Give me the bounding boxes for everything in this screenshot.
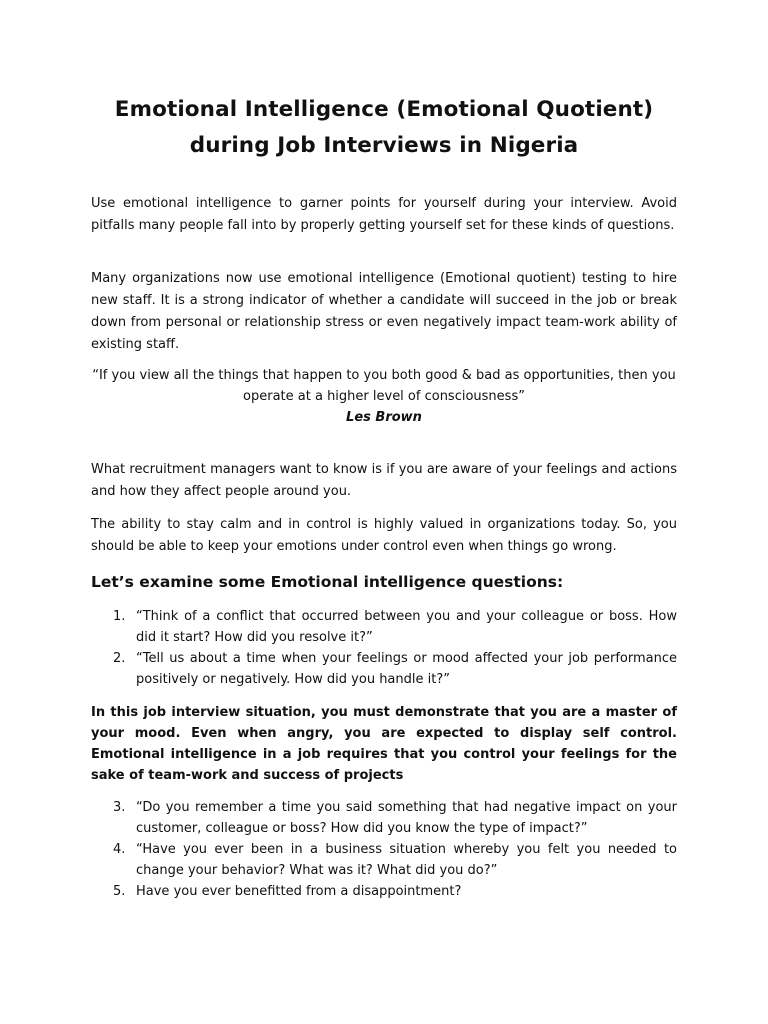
list-item (91, 881, 677, 902)
organizations-paragraph: Many organizations now use emotional intelligence (Emotional quotient) testing to hire new staff. It is a strong indicator of whether a candidate will succeed in the job or break down from personal or relationship stress or even negatively impact team-work ability of existing staff. (91, 271, 677, 352)
list-item (91, 839, 677, 881)
bold-paragraph: In this job interview situation, you must demonstrate that you are a master of your mood. Even when angry, you are expected to display self control. Emotional intelligence in a job requires that you control your feelings for the sake of team-work and success of projects (91, 705, 677, 783)
question-text: “Have you ever been in a business situation whereby you felt you needed to change your behavior? What was it? What did you do?” (136, 842, 677, 878)
questions-list-2 (91, 797, 677, 902)
question-text: “Think of a conflict that occurred between you and your colleague or boss. How did it start? How did you resolve it?” (136, 609, 677, 645)
list-number: 5. (113, 884, 126, 899)
page-title (80, 92, 688, 164)
list-number: 2. (113, 651, 126, 666)
list-number: 4. (113, 842, 126, 857)
list-item (91, 797, 677, 839)
list-number: 3. (113, 800, 126, 815)
quote-author: Les Brown (346, 410, 422, 425)
questions-list-1 (91, 606, 677, 690)
list-item (91, 648, 677, 690)
question-text: Have you ever benefitted from a disappointment? (136, 884, 462, 899)
title-line-1: Emotional Intelligence (Emotional Quotient) (114, 97, 654, 122)
question-text: “Do you remember a time you said something that had negative impact on your customer, colleague or boss? How did you know the type of impact?” (136, 800, 677, 836)
list-item (91, 606, 677, 648)
title-line-2: during Job Interviews in Nigeria (189, 133, 579, 158)
quote-text: “If you view all the things that happen to you both good & bad as opportunities, then you operate at a higher level of consciousness” (92, 368, 676, 404)
calm-paragraph: The ability to stay calm and in control is highly valued in organizations today. So, you should be able to keep your emotions under control even when things go wrong. (91, 517, 677, 554)
recruitment-paragraph: What recruitment managers want to know is if you are aware of your feelings and actions and how they affect people around you. (91, 462, 677, 499)
list-number: 1. (113, 609, 126, 624)
section-heading: Let’s examine some Emotional intelligence questions: (91, 573, 564, 591)
question-text: “Tell us about a time when your feelings or mood affected your job performance positively or negatively. How did you handle it?” (136, 651, 677, 687)
intro-paragraph: Use emotional intelligence to garner points for yourself during your interview. Avoid pitfalls many people fall into by properly getting yourself set for these kinds of questions. (91, 196, 677, 233)
